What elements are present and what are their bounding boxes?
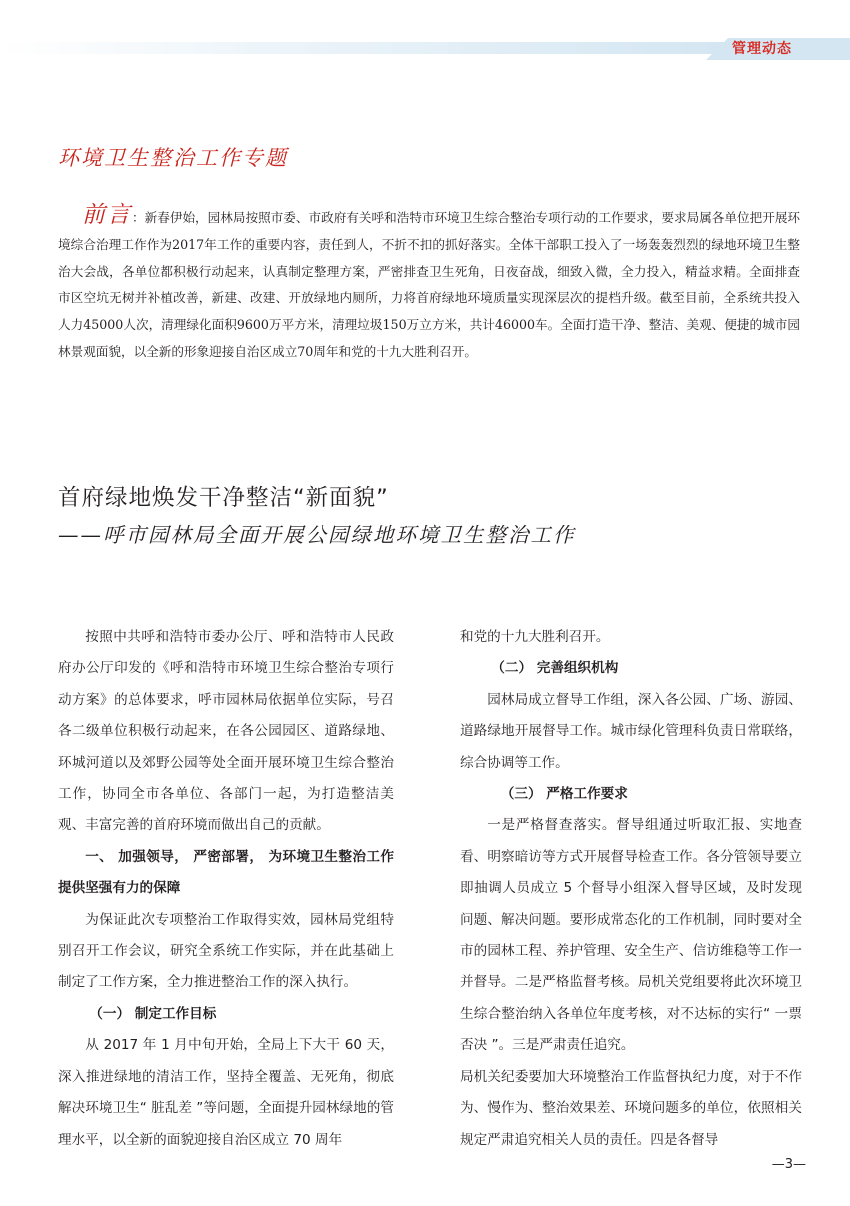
preface-paragraph: [58, 202, 800, 366]
preface-label: 前言: [82, 202, 133, 228]
article-column-left: [58, 622, 394, 1156]
header-band: [0, 42, 728, 54]
page-number: —3—: [771, 1157, 806, 1172]
body-paragraph: 为保证此次专项整治工作取得实效，园林局党组特别召开工作会议，研究全系统工作实际，并在此基础上制定了工作方案，全力推进整治工作的深入执行。: [58, 911, 394, 991]
article-title: 首府绿地焕发干净整洁“新面貌”: [58, 485, 389, 511]
subsection-heading: （二） 完善组织机构: [491, 660, 619, 677]
body-paragraph: 按照中共呼和浩特市委办公厅、呼和浩特市人民政府办公厅印发的《呼和浩特市环境卫生综合整治专项行动方案》的总体要求，呼市园林局依据单位实际，号召各二级单位积极行动起来，在各公园园区、道路绿地、环城河道以及郊野公园等处全面开展环境卫生综合整治工作，协同全市各单位、各部门一起，为打造整洁美观、丰富完善的首府环境而做出自己的贡献。: [58, 629, 394, 834]
body-paragraph: 从 2017 年 1 月中旬开始，全局上下大干 60 天，深入推进绿地的清洁工作，坚持全覆盖、无死角，彻底解决环境卫生“ 脏乱差 ”等问题，全面提升园林绿地的管理水平，以全新的面貌迎接自治区成立 70 周年: [58, 1037, 394, 1148]
body-paragraph: 园林局成立督导工作组，深入各公园、广场、游园、道路绿地开展督导工作。城市绿化管理科负责日常联络，综合协调等工作。: [460, 691, 802, 771]
topic-title: 环境卫生整治工作专题: [58, 146, 288, 170]
body-paragraph: 和党的十九大胜利召开。: [460, 629, 610, 645]
section-label: 管理动态: [732, 41, 792, 57]
article-column-right: [460, 622, 802, 1156]
preface-text: 新春伊始，园林局按照市委、市政府有关呼和浩特市环境卫生综合整治专项行动的工作要求，要求局属各单位把开展环境综合治理工作作为2017年工作的重要内容，责任到人，不折不扣的抓好落实。全体干部职工投入了一场轰轰烈烈的绿地环境卫生整治大会战，各单位都积极行动起来，认真制定整理方案，严密排查卫生死角，日夜奋战，细致入微，全力投入，精益求精。全面排查市区空坑无树并补植改善，新建、改建、开放绿地内厕所，力将首府绿地环境质量实现深层次的提档升级。截至目前，全系统共投入人力45000人次，清理绿化面积9600万平方米，清理垃圾150万立方米，共计46000车。全面打造干净、整洁、美观、便捷的城市园林景观面貌，以全新的形象迎接自治区成立70周年和党的十九大胜利召开。: [58, 210, 801, 359]
subsection-heading: （三） 严格工作要求: [500, 786, 628, 803]
section-heading: 一、 加强领导， 严密部署， 为环境卫生整治工作提供坚强有力的保障: [58, 848, 394, 897]
subsection-heading: （一） 制定工作目标: [89, 1005, 217, 1022]
article-subtitle: ——呼市园林局全面开展公园绿地环境卫生整治工作: [58, 523, 576, 547]
preface-separator: ：: [132, 210, 145, 225]
body-paragraph: 一是严格督查落实。督导组通过听取汇报、实地查看、明察暗访等方式开展督导检查工作。各分管领导要立即抽调人员成立 5 个督导小组深入督导区域，及时发现问题、解决问题。要形成常态化的工作机制，同时要对全市的园林工程、养护管理、安全生产、信访维稳等工作一并督导。二是严格监督考核。局机关党组要将此次环境卫生综合整治纳入各单位年度考核，对不达标的实行“ 一票否决 ”。三是严肃责任追究。: [460, 817, 802, 1054]
body-paragraph: 局机关纪委要加大环境整治工作监督执纪力度，对于不作为、慢作为、整治效果差、环境问题多的单位，依照相关规定严肃追究相关人员的责任。四是各督导: [460, 1068, 802, 1148]
